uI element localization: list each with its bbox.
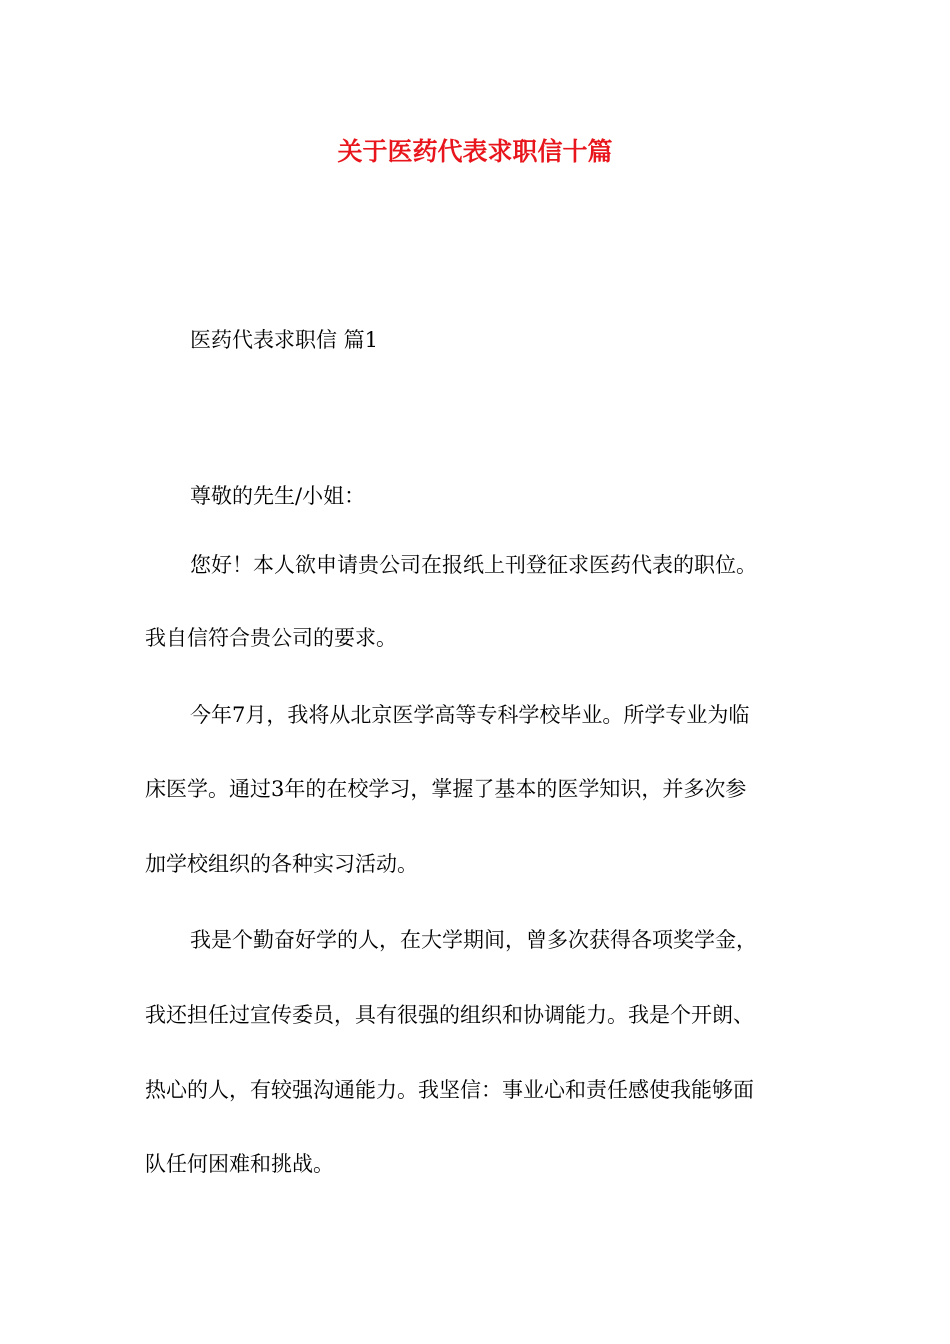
section-heading: 医药代表求职信 篇1 [190, 328, 379, 352]
paragraph-line: 我还担任过宣传委员，具有很强的组织和协调能力。我是个开朗、 [145, 1003, 754, 1027]
paragraph-line: 我是个勤奋好学的人，在大学期间，曾多次获得各项奖学金， [190, 928, 757, 952]
paragraph-line: 加学校组织的各种实习活动。 [145, 852, 418, 876]
paragraph-line: 热心的人，有较强沟通能力。我坚信：事业心和责任感使我能够面 [145, 1078, 754, 1102]
document-title: 关于医药代表求职信十篇 [337, 137, 613, 166]
paragraph-line: 今年7月，我将从北京医学高等专科学校毕业。所学专业为临 [190, 703, 750, 727]
paragraph-line: 队任何困难和挑战。 [145, 1152, 334, 1176]
salutation: 尊敬的先生/小姐： [190, 484, 366, 508]
paragraph-line: 我自信符合贵公司的要求。 [145, 626, 397, 650]
paragraph-line: 您好！本人欲申请贵公司在报纸上刊登征求医药代表的职位。 [190, 553, 757, 577]
paragraph-line: 床医学。通过3年的在校学习，掌握了基本的医学知识，并多次参 [145, 777, 747, 801]
